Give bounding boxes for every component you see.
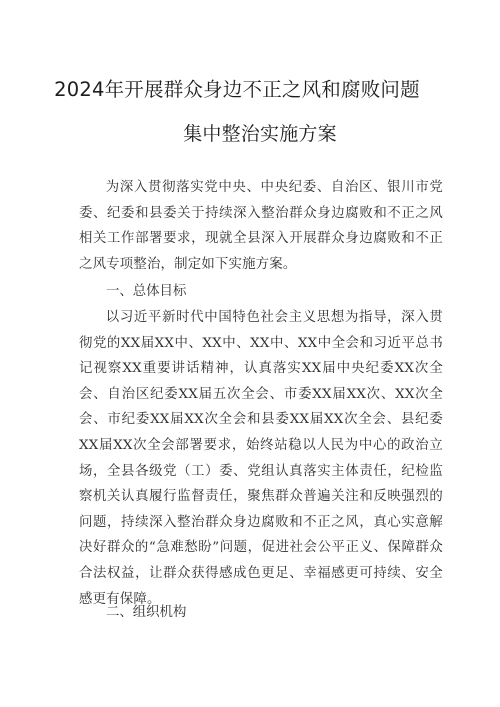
section1-paragraph: 以习近平新时代中国特色社会主义思想为指导，深入贯彻党的XX届XX中、XX中、XX中、XX中全会和习近平总书记视察XX重要讲话精神，认真落实XX届中央纪委XX次全会、自治区纪委XX届五次全会、市委XX届XX次、XX次全会、市纪委XX届XX次全会和县委XX届XX次全会、县纪委XX届XX次全会部署要求，始终站稳以人民为中心的政治立场，全县各级党（工）委、党组认真落实主体责任，纪检监察机关认真履行监督责任，聚焦群众普遍关注和反映强烈的问题，持续深入整治群众身边腐败和不正之风，真心实意解决好群众的“急难愁盼”问题，促进社会公平正义、保障群众合法权益，让群众获得感成色更足、幸福感更可持续、安全感更有保障。 — [79, 310, 443, 607]
intro-paragraph-block — [79, 175, 443, 277]
section-heading-organization: 二、组织机构 — [106, 605, 187, 620]
intro-paragraph: 为深入贯彻落实党中央、中央纪委、自治区、银川市党委、纪委和县委关于持续深入整治群众身边腐败和不正之风相关工作部署要求，现就全县深入开展群众身边腐败和不正之风专项整治，制定如下实施方案。 — [79, 180, 443, 272]
document-title-line-2: 集中整治实施方案 — [183, 123, 337, 145]
section1-paragraph-block — [79, 305, 443, 612]
document-title-line-1: 2024年开展群众身边不正之风和腐败问题 — [54, 78, 420, 101]
section-heading-overall-goal: 一、总体目标 — [106, 284, 187, 299]
